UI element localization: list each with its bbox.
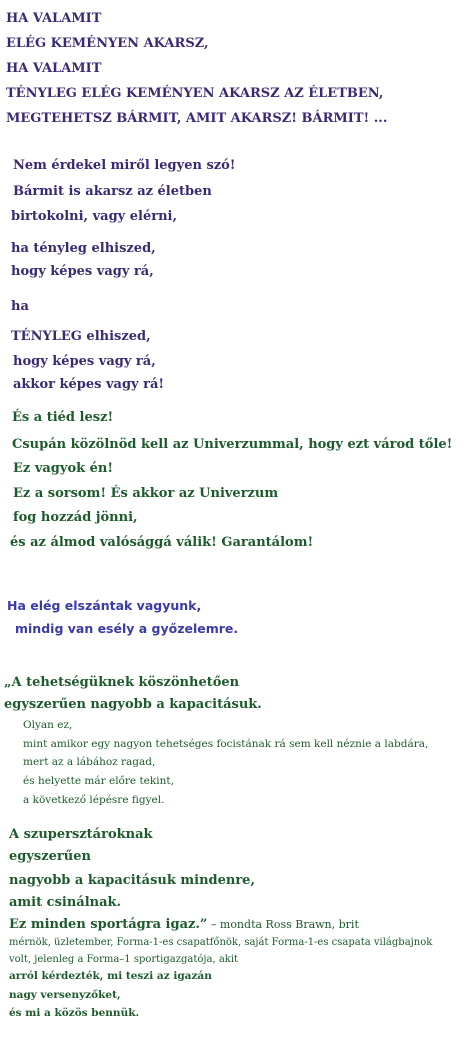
poem-line: Bármit is akarsz az életben: [13, 184, 212, 199]
heading-line: HA VALAMIT: [6, 11, 102, 26]
attribution-line: mérnök, üzletember, Forma-1-es csapatfőnök, saját Forma-1-es csapata világbajnok: [9, 937, 433, 948]
poem-line: hogy képes vagy rá,: [13, 354, 156, 369]
poem-line: hogy képes vagy rá,: [11, 264, 154, 279]
quote-line: egyszerűen: [9, 849, 91, 864]
heading-line: HA VALAMIT: [6, 61, 102, 76]
quote-closing-text: Ez minden sportágra igaz.”: [9, 917, 208, 932]
poem-line: fog hozzád jönni,: [13, 510, 138, 525]
quote-line: amit csinálnak.: [9, 895, 122, 910]
quote-line: egyszerűen nagyobb a kapacitásuk.: [4, 697, 262, 712]
poem-line: ha: [11, 299, 29, 314]
poem-line: Ez vagyok én!: [13, 461, 114, 476]
attribution-line: arról kérdezték, mi teszi az igazán: [9, 970, 212, 982]
quote-small-line: mint amikor egy nagyon tehetséges focistának rá sem kell néznie a labdára,: [23, 738, 429, 750]
poem-line: akkor képes vagy rá!: [13, 377, 165, 392]
poem-line: Ez a sorsom! És akkor az Univerzum: [13, 486, 279, 501]
quote-closing-line: [9, 917, 359, 933]
poem-line: és az álmod valósággá válik! Garantálom!: [10, 535, 314, 550]
motto-line: Ha elég elszántak vagyunk,: [7, 598, 202, 613]
heading-line: MEGTEHETSZ BÁRMIT, AMIT AKARSZ! BÁRMIT! ...: [6, 111, 388, 126]
poem-line: Nem érdekel miről legyen szó!: [13, 158, 236, 173]
poem-line: TÉNYLEG elhiszed,: [11, 329, 151, 344]
heading-line: ELÉG KEMÉNYEN AKARSZ,: [6, 36, 209, 51]
motto-line: mindig van esély a győzelemre.: [15, 621, 239, 636]
poem-line: ha tényleg elhiszed,: [11, 241, 156, 256]
poem-line: birtokolni, vagy elérni,: [11, 209, 178, 224]
poem-line: És a tiéd lesz!: [12, 410, 114, 425]
attribution-line: volt, jelenleg a Forma–1 sportigazgatója, akit: [9, 954, 239, 965]
heading-line: TÉNYLEG ELÉG KEMÉNYEN AKARSZ AZ ÉLETBEN,: [6, 86, 384, 101]
quote-small-line: mert az a lábához ragad,: [23, 756, 156, 768]
quote-line: A szupersztároknak: [9, 827, 153, 842]
attribution-text: – mondta Ross Brawn, brit: [207, 918, 359, 931]
quote-small-line: és helyette már előre tekint,: [23, 775, 174, 787]
quote-small-line: a következő lépésre figyel.: [23, 794, 165, 806]
quote-line: nagyobb a kapacitásuk mindenre,: [9, 873, 255, 888]
attribution-line: nagy versenyzőket,: [9, 989, 121, 1001]
quote-small-line: Olyan ez,: [23, 719, 73, 731]
quote-line: „A tehetségüknek köszönhetően: [4, 675, 240, 690]
poem-line: Csupán közölnöd kell az Univerzummal, hogy ezt várod tőle!: [12, 437, 453, 452]
attribution-line: és mi a közös bennük.: [9, 1007, 140, 1019]
